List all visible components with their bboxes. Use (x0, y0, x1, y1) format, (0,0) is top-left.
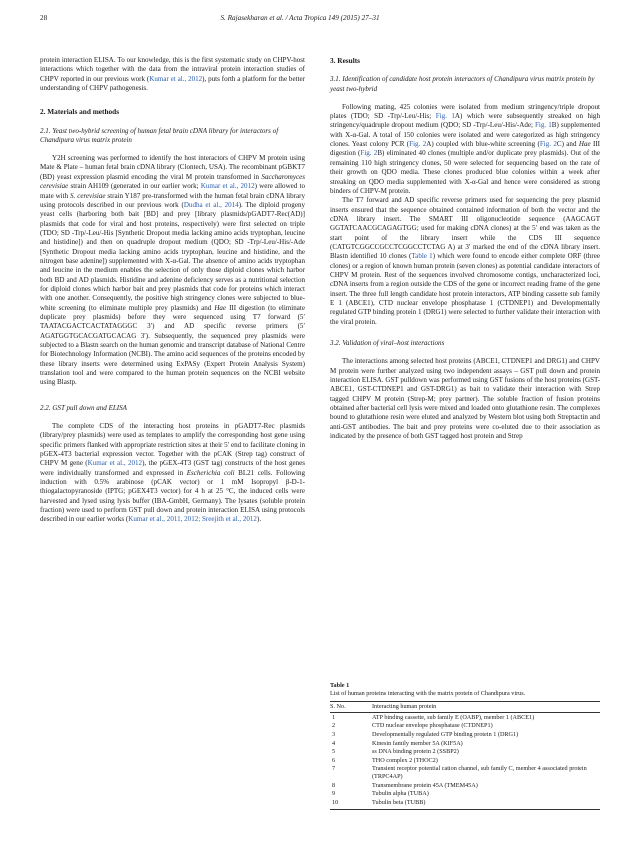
table-cell-sno: 5 (332, 748, 336, 756)
table-row (330, 713, 600, 722)
citation-link[interactable]: Kumar et al., 2012 (149, 74, 203, 83)
page-number: 28 (40, 14, 48, 22)
table-header-row (330, 701, 600, 713)
text-run: The complete CDS of the interacting host proteins in pGADT7-Rec plasmids (library/prey plasmids) were used as templates to amplify the corresponding host gene using specific primers flanked with appropriate restriction sites at their 5′ end to facilitate cloning in pGEX-4T3 bacterial expression vector. Together with the pCAK (Strep tag) construct of CHPV M gene ( (40, 421, 305, 468)
citation-link[interactable]: Fig. 1 (535, 121, 552, 130)
table-cell-sno: 1 (332, 713, 336, 721)
subsection-2-1-heading: 2.1. Yeast two-hybrid screening of human fetal brain cDNA library for interactors of Chandipura virus matrix protein (40, 126, 279, 144)
table-cell-protein: Kinesin family member 5A (KIF5A) (372, 739, 463, 747)
text-run: BL21 cells. Following induction with 0.5% arabinose (pCAK vector) or 1 mM Isopropyl β-D-1-thiogalactopyranoside (IPTG; pGEX4T3 vector) for 4 h at 25 °C, the induced cells were harvested and lysed using lysis buffer (IBA-GmbH, Germany). The lysates (soluble protein fraction) were used to perform GST pull down and protein interaction ELISA using protocols described in our earlier works ( (40, 468, 305, 524)
table-caption: List of human proteins interacting with the matrix protein of Chandipura virus. (330, 689, 526, 697)
table-cell-protein: CTD nuclear envelope phosphatase (CTDNEP1) (372, 722, 493, 730)
text-run: ) which were found to encode either complete ORF (three clones) or a region of known human protein (seven clones) as potential candidate interactors of CHPV M protein. Rest of the sequences involved chromosome contigs, uncharacterized loci, cDNA inserts from a region outside the CDS of the gene or incorrect reading frame of the gene insert. The three full length candidate host protein interactors, ATP binding cassette sub family E 1 (ABCE1), CTD nuclear envelope phosphatase 1 (CTDNEP1) and Developmentally regulated GTP binding protein 1 (DRG1) were selected to further validate their interaction with the viral protein. (330, 252, 600, 326)
table-row (330, 781, 600, 790)
table-row (330, 790, 600, 799)
italic-text: Hae (578, 140, 591, 149)
subsection-3-1-paragraph-1 (330, 103, 600, 196)
table-header-sno: S. No. (330, 701, 372, 713)
table-row (330, 756, 600, 765)
table-header-protein: Interacting human protein (372, 701, 600, 713)
text-run: B) eliminated 40 clones (multiple and/or duplicate prey plasmids). Out of the remaining 110 high stringency clones, 50 were selected for sequencing based on the rate of their growth on QDO media. These clones produced blue colonies within a week after streaking on QDO media supplemented with X-α-Gal and hence were considered as strong binders of CHPV-M protein. (330, 149, 600, 195)
text-run: C) and (556, 140, 579, 149)
subsection-3-2-heading: 3.2. Validation of viral–host interactions (330, 339, 445, 347)
text-run: B) supplemented with X-α-Gal. A total of 150 colonies were isolated and were categorized as high stringency clones. Yeast colony PCR ( (330, 121, 601, 149)
text-run: The T7 forward and AD specific reverse primers used for sequencing the prey plasmid inserts ensured that the sequence obtained contained information of both the vector and the cDNA library insert. The SMART III oligonucleotide sequence (AAGCAGT GGTATCAACGCAGAGTGG; used for making cDNA clones) at the 5′ end was taken as the start point of the library insert while the CDS III sequence (CATGTCGGCCGCCTCGGCCTCTAG A) at 3′ marked the end of the cDNA library insert. Blastn identified 10 clones ( (330, 196, 600, 261)
subsection-3-1-paragraph-2 (330, 196, 600, 327)
citation-link[interactable]: Fig. 2 (409, 140, 427, 149)
text-run: ). (256, 515, 262, 524)
table-cell-sno: 7 (332, 765, 336, 773)
table-cell-protein: Developmentally regulated GTP binding protein 1 (DRG1) (372, 730, 519, 738)
table-cell-protein: Tubulin beta (TUBB) (372, 798, 600, 809)
subsection-2-2-heading: 2.2. GST pull down and ELISA (40, 403, 127, 412)
citation-link[interactable]: Kumar et al., 2012 (200, 182, 255, 191)
citation-link[interactable]: Fig. 1 (435, 112, 455, 121)
text-run: ), puts forth a platform for the better understanding of CHPV pathogenesis. (40, 74, 305, 93)
text-run: strain Y187 pre-transformed with the human fetal brain cDNA library using protocols described in our previous work ( (40, 191, 305, 209)
italic-text: Escherichia coli (186, 468, 235, 477)
table-cell-sno: 6 (332, 756, 336, 764)
table-cell-sno: 8 (332, 781, 336, 789)
table-cell-protein: Transient receptor potential cation channel, sub family C, member 4 associated protein (TRPC4AP) (372, 765, 587, 781)
table-cell-sno: 4 (332, 739, 336, 747)
text-run: strain AH109 (generated in our earlier work; (68, 182, 201, 191)
table-row (330, 798, 600, 809)
table-row (330, 765, 600, 781)
table-row (330, 748, 600, 757)
subsection-2-1-paragraph (40, 154, 305, 388)
subsection-3-1-heading: 3.1. Identification of candidate host protein interactors of Chandipura virus matrix protein by yeast two-hybrid (330, 75, 595, 93)
left-column (40, 56, 305, 525)
section-materials-methods-heading: 2. Materials and methods (40, 107, 120, 117)
table-cell-protein: ss DNA binding protein 2 (SSBP2) (372, 748, 459, 756)
table-cell-sno: 9 (332, 790, 336, 798)
table-row (330, 731, 600, 740)
section-results-heading: 3. Results (330, 56, 360, 65)
text-run: A) which were subsequently streaked on high stringency/quadruple dropout medium (QDO; SD -Trp/-Leu/-His/-Ade; (330, 112, 600, 130)
citation-link[interactable]: Table 1 (411, 252, 433, 261)
text-run: III digestion ( (330, 140, 601, 158)
text-run: protein interaction ELISA. To our knowledge, this is the first systematic study on CHPV-host interactions which together with the data from the intraviral protein interaction studies of CHPV reported in our previous work ( (40, 56, 305, 83)
table-1 (330, 682, 600, 810)
text-run: Following mating, 425 colonies were isolated from medium stringency/triple dropout plates (TDO; SD -Trp/-Leu/-His; (330, 102, 600, 121)
text-run: ) were allowed to mate with (40, 182, 305, 200)
table-title: Table 1 (330, 682, 350, 689)
text-run: ). The diploid progeny yeast cells (harboring both bait [BD] and prey [library plasmids/pGADT7-Rec(AD)] plasmids that code for viral and host proteins, respectively) were first selected on triple (TDO; SD -Trp/-Leu/-His [Synthetic Dropout media lacking amino acids tryptophan, leucine and histidine]) and then on quadruple dropout medium (QDO; SD -Trp/-Leu/-His/-Ade [Synthetic Dropout media lacking amino acids tryptophan, leucine and histidine, and the nitrogen base adenine]) supplemented with X-α-Gal. The absence of amino acids tryptophan and leucine in the medium enables the selection of only those diploid clones which harbor both BD and AD plasmids. Histidine and adenine deficiency serves as a nutritional selection for diploid clones which harbor bait and prey plasmids that code for proteins which interact with one another. Consequently, the positive high stringency clones were subjected to blue-white screening (to eliminate multiple prey plasmids) and (40, 200, 305, 312)
citation-link[interactable]: Kumar et al., 2011, 2012; Sreejith et al., 2012 (128, 515, 257, 524)
subsection-3-2-paragraph (330, 357, 600, 441)
table-cell-sno: 10 (330, 798, 372, 809)
text-run: The interactions among selected host proteins (ABCE1, CTDNEP1 and DRG1) and CHPV M protein were further analyzed using two independent assays – GST pull down and protein interaction ELISA. GST pulldown was performed using GST fusions of the host proteins (GST-ABCE1, GST-CTDNEP1 and GST-DRG1) as bait to validate their interaction with Strep tagged CHPV M protein (Strep-M; prey partner). The soluble fraction of fusion proteins obtained after bacterial cell lysis were mixed and loaded onto glutathione resin. The complexes bound to glutathione resin were eluted and analyzed by Western blot using both Streptactin and anti-GST antibodies. The bait and prey proteins were co-eluted due to their association as indicated by the presence of both GST tagged host protein and Strep (330, 357, 600, 440)
table-cell-protein: Transmembrane protein 45A (TMEM45A) (372, 781, 478, 789)
citation-link[interactable]: Dudha et al., 2014 (183, 200, 239, 209)
right-column (330, 56, 600, 441)
italic-text: S. cerevisiae (70, 191, 106, 200)
table-cell-sno: 3 (332, 730, 336, 738)
intro-paragraph (40, 56, 305, 93)
text-run: A) coupled with blue-white screening ( (426, 140, 540, 149)
subsection-2-2-paragraph (40, 422, 305, 525)
text-run: Y2H screening was performed to identify the host interactors of CHPV M protein using Mate & Plate – human fetal brain cDNA library (Clontech, USA). The recombinant pGBKT7 (BD) yeast expression plasmid encoding the viral M protein transformed in (40, 154, 305, 181)
italic-text: Hae (214, 303, 227, 312)
protein-table (330, 701, 600, 810)
table-cell-protein: THO complex 2 (THOC2) (372, 756, 438, 764)
citation-link[interactable]: Kumar et al., 2012 (87, 459, 143, 468)
citation-link[interactable]: Fig. 2 (539, 140, 557, 149)
text-run: ), the pGEX-4T3 (GST tag) constructs of the host genes were individually transformed and expressed in (40, 459, 306, 477)
table-cell-sno: 2 (332, 722, 336, 730)
table-row (330, 722, 600, 731)
table-row (330, 739, 600, 748)
citation-link[interactable]: Fig. 2 (360, 149, 378, 158)
running-head: S. Rajasekharan et al. / Acta Tropica 149 (2015) 27–31 (220, 14, 380, 22)
table-cell-protein: ATP binding cassette, sub family E (OABP), member 1 (ABCE1) (372, 713, 535, 721)
italic-text: Saccharomyces cerevisiae (40, 172, 305, 191)
text-run: III digestion (to eliminate duplicate prey plasmids) before they were sequenced using T7 forward (5′ TAATACGACTCACTATAGGGC 3′) and AD specific reverse primers (5′ AGATGGTGCACGATGCACAG 3′). Subsequently, the sequenced prey plasmids were subjected to a Blastn search on the human genomic and transcript database of National Centre for Biotechnology Information (NCBI). The amino acid sequences of the proteins encoded by these library inserts were determined using ExPASy (Expert Protein Analysis System) translation tool and were compared to the human protein sequences on the NCBI website using Blastp. (40, 303, 305, 387)
table-cell-protein: Tubulin alpha (TUBA) (372, 790, 429, 798)
